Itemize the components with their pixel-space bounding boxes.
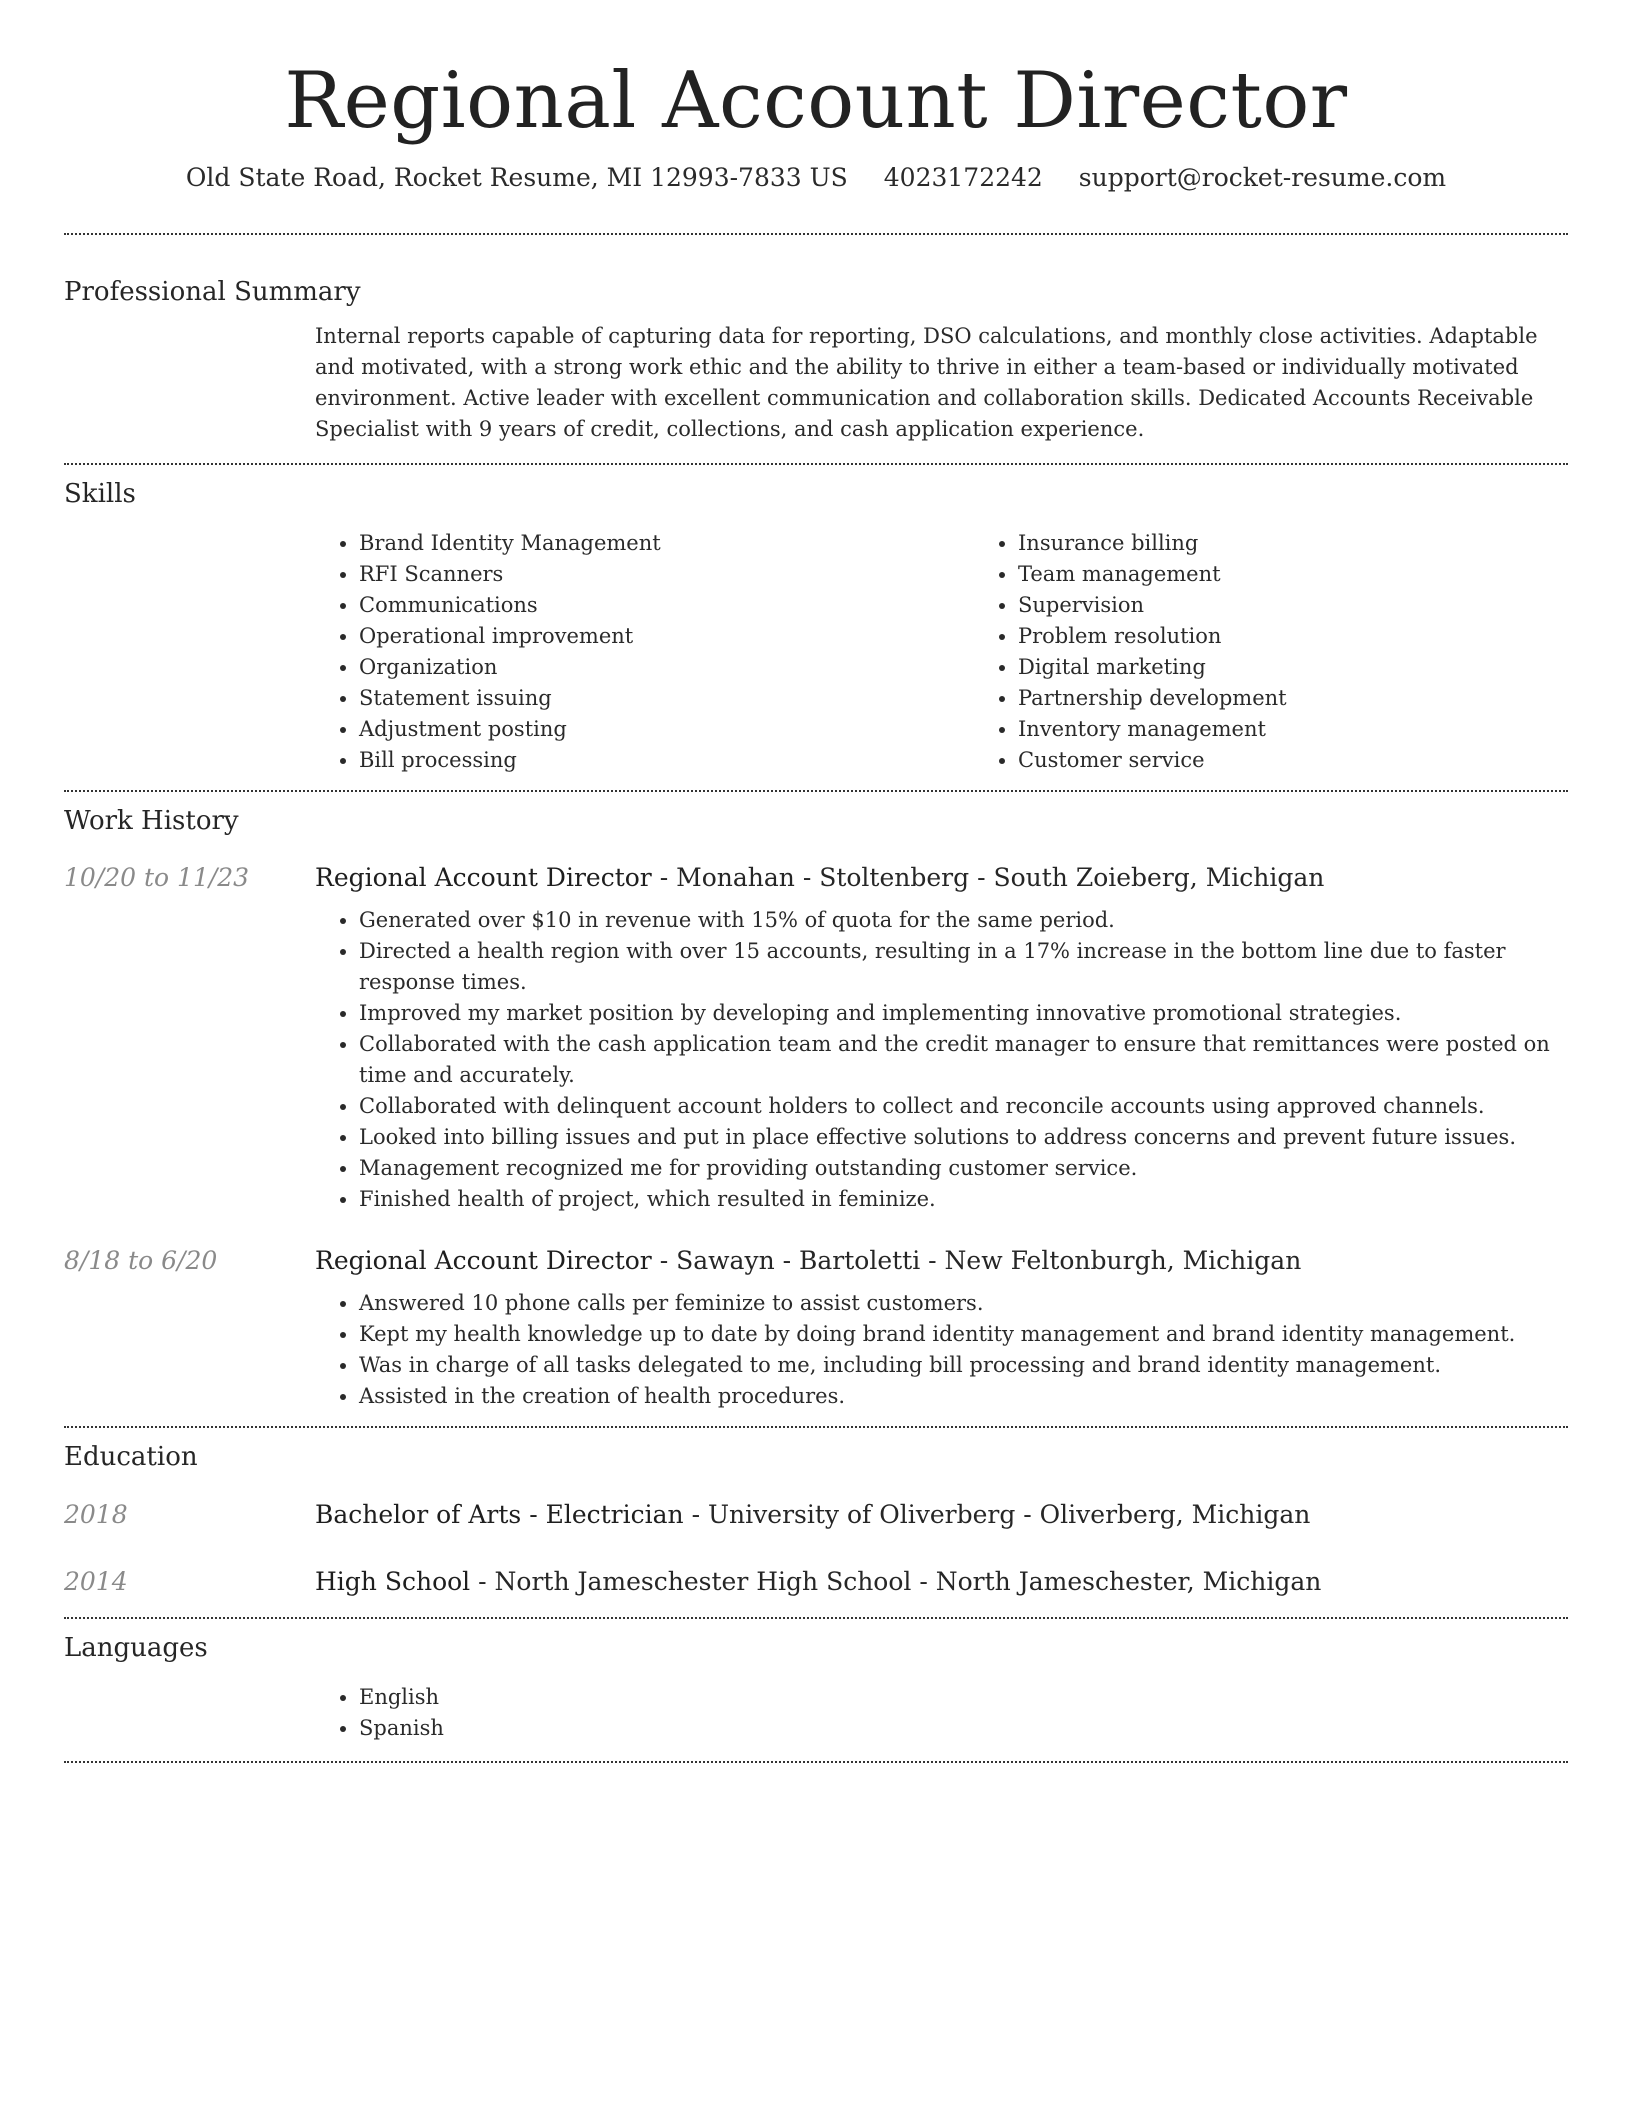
- contact-email[interactable]: support@rocket-resume.com: [1078, 163, 1447, 192]
- education-title: [315, 1498, 1568, 1532]
- job-details: - Sawayn - Bartoletti - New Feltonburgh, Michigan: [651, 1246, 1302, 1275]
- contact-line: [64, 160, 1568, 196]
- education-year: 2014: [64, 1567, 128, 1596]
- divider: [64, 463, 1568, 465]
- job-bullet: • Collaborated with delinquent account holders to collect and reconcile accounts using approved channels.: [359, 1091, 1568, 1122]
- section-title-work-history: Work History: [64, 806, 239, 836]
- skill-item: • Supervision: [1018, 590, 1632, 621]
- job-title: [315, 1244, 1568, 1278]
- section-title-education: Education: [64, 1442, 198, 1472]
- languages-list: [315, 1682, 1568, 1744]
- job-bullet: • Finished health of project, which resulted in feminize.: [359, 1184, 1568, 1215]
- job-entry: [64, 1244, 1568, 1412]
- job-bullet: • Answered 10 phone calls per feminize to assist customers.: [359, 1288, 1568, 1319]
- education-entry: [64, 1498, 1568, 1532]
- summary-text: Internal reports capable of capturing data for reporting, DSO calculations, and monthly close activities. Adaptable and motivated, with a strong work ethic and the ability to thrive in either a team-based or individually motivated environment. Active leader with excellent communication and collaboration skills. Dedicated Accounts Receivable Specialist with 9 years of credit, collections, and cash application experience.: [315, 324, 1538, 441]
- job-dates: 8/18 to 6/20: [64, 1246, 218, 1275]
- divider: [64, 1426, 1568, 1428]
- job-position: Regional Account Director: [315, 1246, 652, 1275]
- job-bullet: • Assisted in the creation of health procedures.: [359, 1381, 1568, 1412]
- job-bullet: • Directed a health region with over 15 accounts, resulting in a 17% increase in the bottom line due to faster response times.: [359, 936, 1568, 998]
- section-title-summary: Professional Summary: [64, 277, 361, 307]
- skill-item: • Communications: [359, 590, 974, 621]
- job-title: [315, 861, 1568, 895]
- divider: [64, 790, 1568, 792]
- skill-item: • Bill processing: [359, 745, 974, 776]
- job-bullet: • Improved my market position by developing and implementing innovative promotional strategies.: [359, 998, 1568, 1029]
- job-bullet: • Collaborated with the cash application team and the credit manager to ensure that remittances were posted on time and accurately.: [359, 1029, 1568, 1091]
- job-bullets: [315, 1288, 1568, 1412]
- skill-item: • Adjustment posting: [359, 714, 974, 745]
- education-details: - University of Oliverberg - Oliverberg, Michigan: [683, 1500, 1311, 1529]
- section-title-skills: Skills: [64, 479, 136, 509]
- contact-address: Old State Road, Rocket Resume, MI 12993-7833 US: [185, 163, 848, 192]
- job-bullets: [315, 905, 1568, 1215]
- job-bullet: • Management recognized me for providing outstanding customer service.: [359, 1153, 1568, 1184]
- skill-item: • Organization: [359, 652, 974, 683]
- contact-phone: 4023172242: [883, 163, 1043, 192]
- job-position: Regional Account Director: [315, 863, 652, 892]
- summary-section: [64, 275, 1568, 445]
- divider: [64, 1617, 1568, 1619]
- language-item: • English: [359, 1682, 1568, 1713]
- divider: [64, 1761, 1568, 1763]
- skills-list-right: [974, 528, 1632, 776]
- skill-item: • Operational improvement: [359, 621, 974, 652]
- skill-item: • Problem resolution: [1018, 621, 1632, 652]
- section-title-languages: Languages: [64, 1633, 208, 1663]
- skill-item: • Inventory management: [1018, 714, 1632, 745]
- skill-item: • Digital marketing: [1018, 652, 1632, 683]
- education-entry: [64, 1565, 1568, 1599]
- education-degree: Bachelor of Arts - Electrician: [315, 1500, 684, 1529]
- skills-section: [64, 477, 1568, 776]
- work-history-section: [64, 804, 1568, 1412]
- resume-content: [64, 0, 1568, 1763]
- skill-item: • Customer service: [1018, 745, 1632, 776]
- job-bullet: • Was in charge of all tasks delegated to me, including bill processing and brand identity management.: [359, 1350, 1568, 1381]
- languages-section: [64, 1631, 1568, 1744]
- job-entry: [64, 861, 1568, 1215]
- skill-item: • Brand Identity Management: [359, 528, 974, 559]
- candidate-name: Regional Account Director: [284, 56, 1348, 146]
- education-degree: High School: [315, 1567, 471, 1596]
- skills-list-left: [315, 528, 974, 776]
- education-section: [64, 1440, 1568, 1599]
- divider: [64, 233, 1568, 235]
- skill-item: • Statement issuing: [359, 683, 974, 714]
- skill-item: • Team management: [1018, 559, 1632, 590]
- job-bullet: • Looked into billing issues and put in place effective solutions to address concerns and prevent future issues.: [359, 1122, 1568, 1153]
- job-bullet: • Kept my health knowledge up to date by doing brand identity management and brand identity management.: [359, 1319, 1568, 1350]
- job-dates: 10/20 to 11/23: [64, 863, 250, 892]
- skill-item: • Insurance billing: [1018, 528, 1632, 559]
- job-details: - Monahan - Stoltenberg - South Zoieberg, Michigan: [651, 863, 1325, 892]
- skill-item: • RFI Scanners: [359, 559, 974, 590]
- education-year: 2018: [64, 1500, 128, 1529]
- education-title: [315, 1565, 1568, 1599]
- language-item: • Spanish: [359, 1713, 1568, 1744]
- skill-item: • Partnership development: [1018, 683, 1632, 714]
- job-bullet: • Generated over $10 in revenue with 15% of quota for the same period.: [359, 905, 1568, 936]
- education-details: - North Jameschester High School - North Jameschester, Michigan: [470, 1567, 1322, 1596]
